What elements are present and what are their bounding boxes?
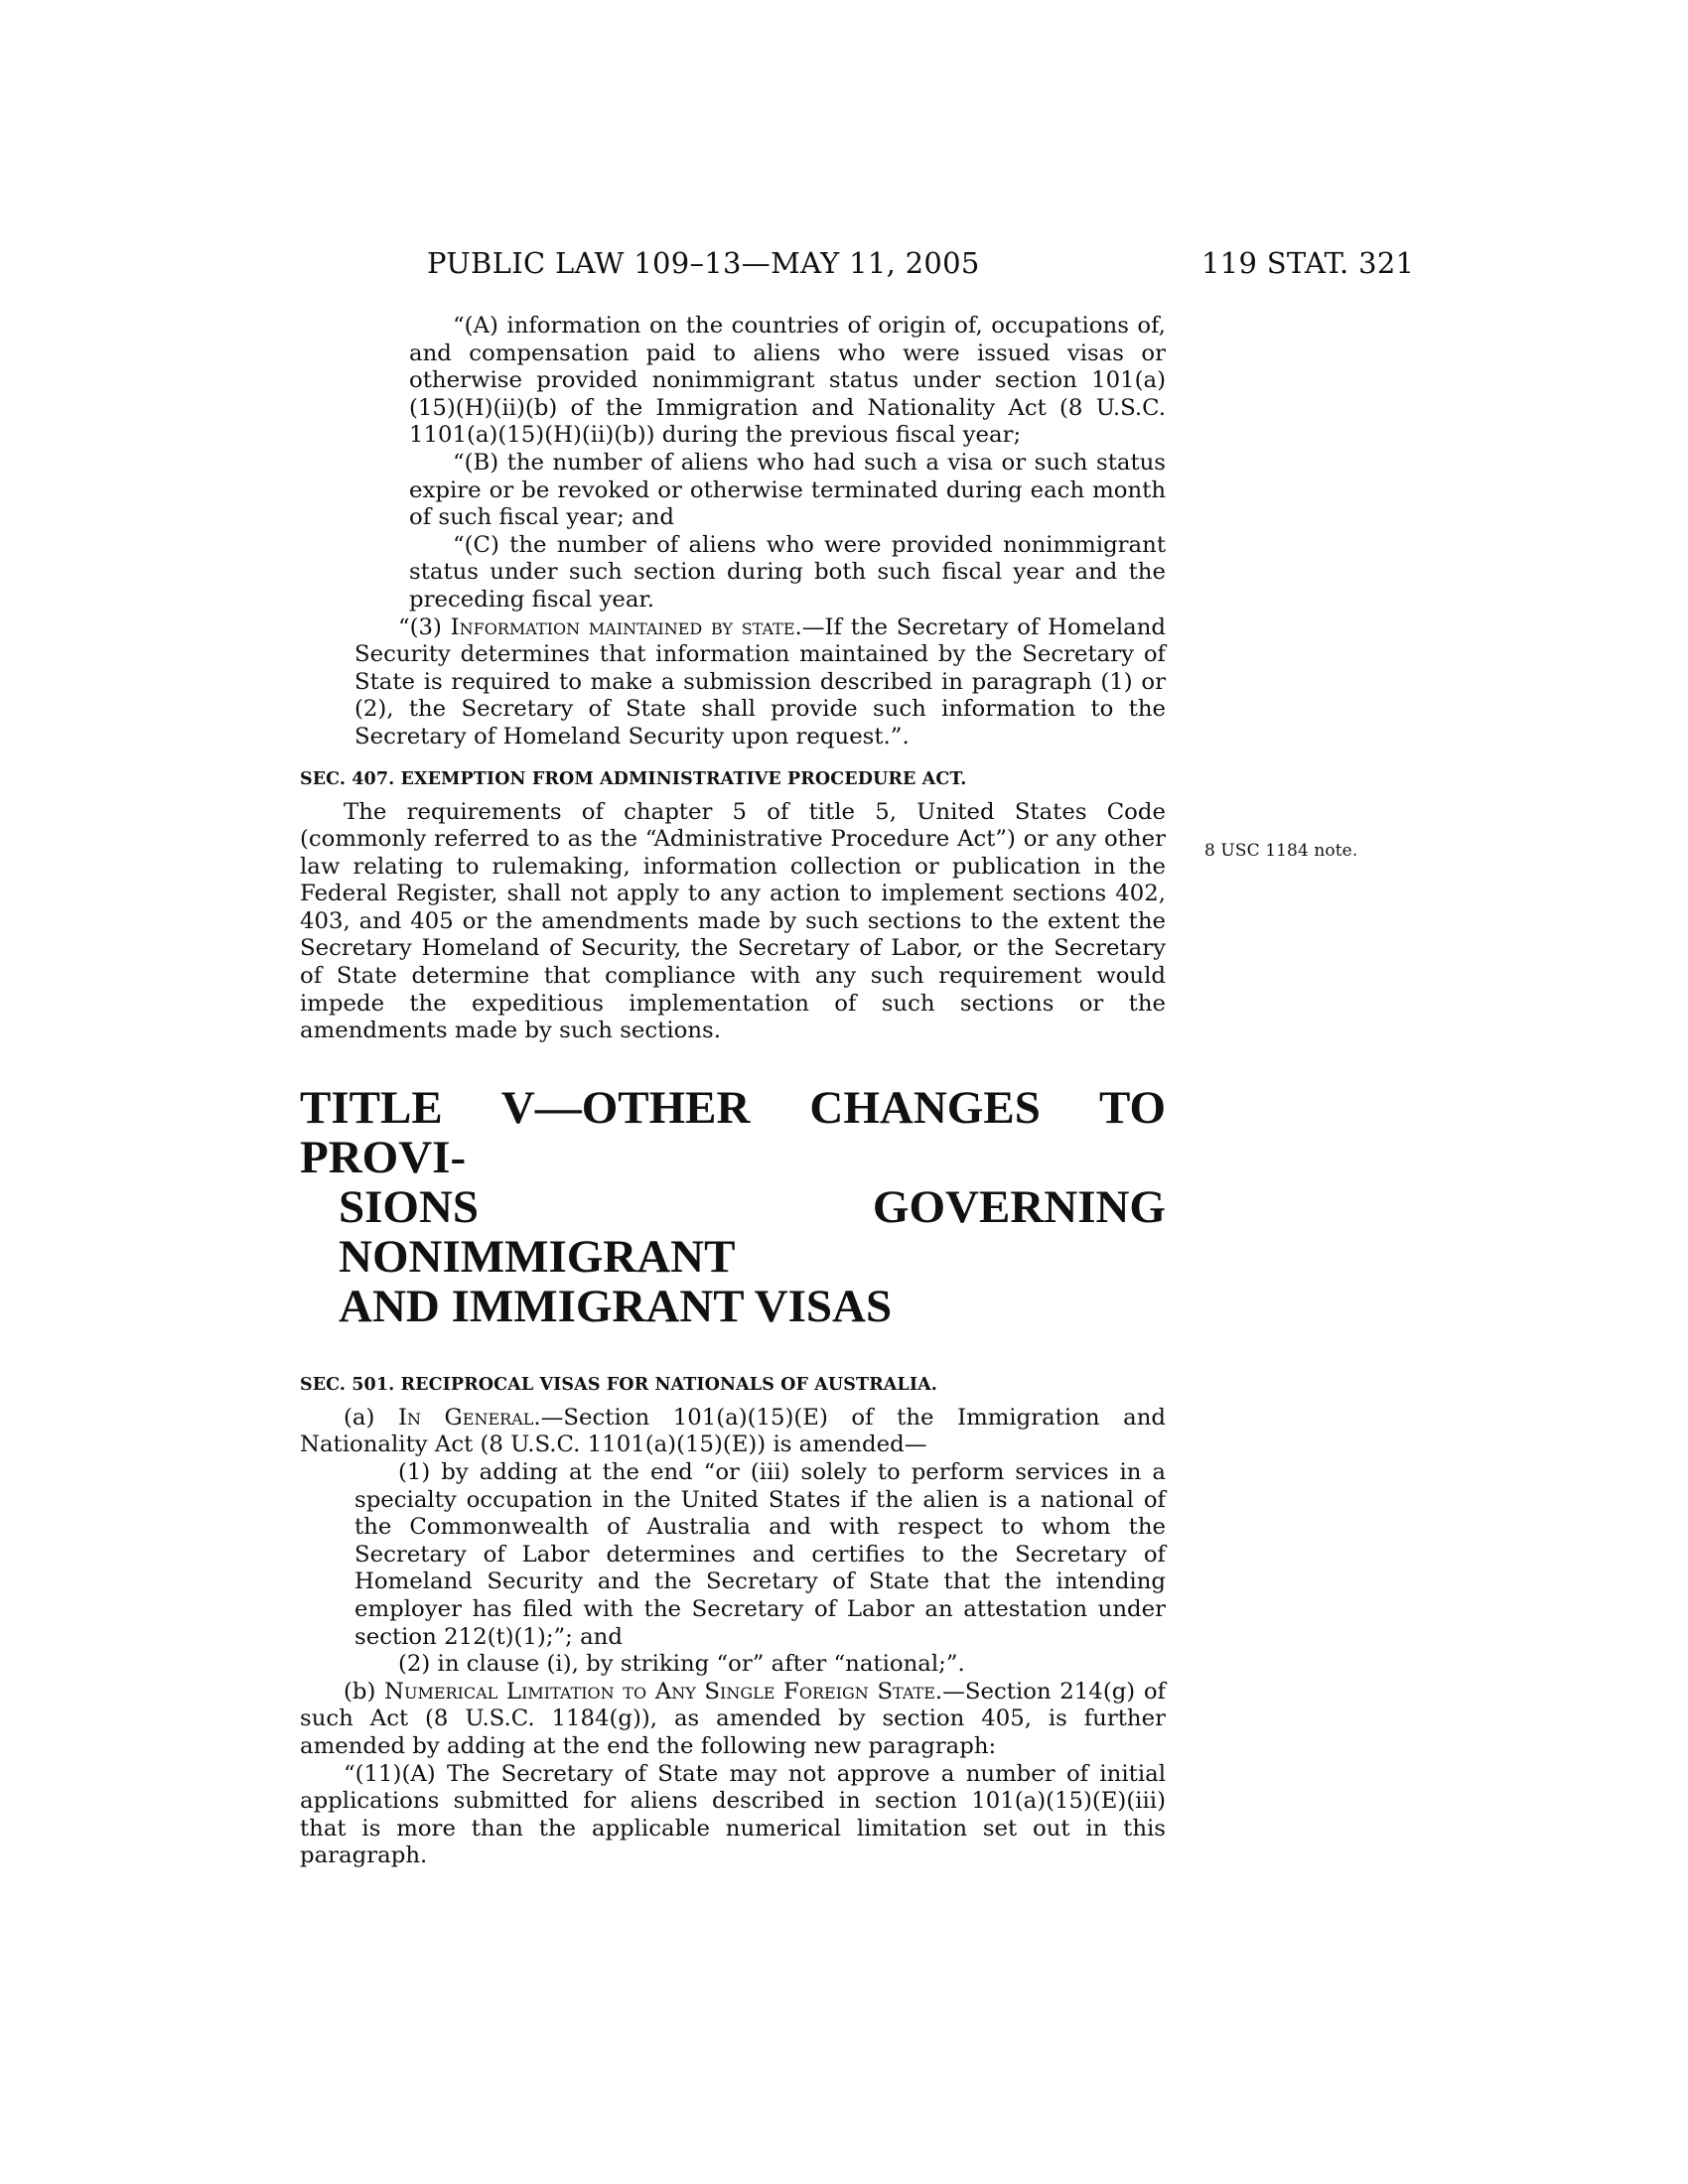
title-v-line-1: TITLE V—OTHER CHANGES TO PROVI- [300, 1081, 1166, 1183]
sec-501-a-text: .—Section 101(a)(15)(E) of the Immigration and Nationality Act (8 U.S.C. 1101(a)(15)(E)) is amended— [300, 1404, 1166, 1458]
statute-page-number: 119 STAT. 321 [1201, 246, 1415, 280]
title-v-line-3: AND IMMIGRANT VISAS [339, 1280, 893, 1332]
sec-407-heading: SEC. 407. EXEMPTION FROM ADMINISTRATIVE PROCEDURE ACT. [300, 768, 967, 789]
sec-501-b-text: .—Section 214(g) of such Act (8 U.S.C. 1184(g)), as amended by section 405, is further amended by adding at the end the following new paragraph: [300, 1678, 1166, 1759]
sec-501-b [300, 1679, 1166, 1761]
sec-501-b-paragraph-11: “(11)(A) The Secretary of State may not approve a number of initial applications submitted for aliens described in section 101(a)(15)(E)(iii) that is more than the applicable numerical limitation set out in this paragraph. [300, 1760, 1166, 1869]
page-header [0, 246, 1688, 286]
sec-501-a-item-2: (2) in clause (i), by striking “or” after “national;”. [398, 1651, 965, 1678]
sec-501-a [300, 1405, 1166, 1459]
paragraph-3 [300, 614, 1166, 751]
title-v-heading [300, 1083, 1166, 1331]
paragraph-3-heading: Information maintained by state [450, 614, 795, 640]
sec-501-b-heading: Numerical Limitation to Any Single Foreign State [384, 1678, 935, 1705]
paragraph-3-lead: “(3) [398, 614, 451, 640]
sec-407-body: The requirements of chapter 5 of title 5, United States Code (commonly referred to as the “Administrative Procedure Act”) or any other law relating to rulemaking, information collection or publication in the Federal Register, shall not apply to any action to implement sections 402, 403, and 405 or the amendments made by such sections to the extent the Secretary Homeland of Security, the Secretary of Labor, or the Secretary of State determine that compliance with any such requirement would impede the expeditious implementation of such sections or the amendments made by such sections. [300, 798, 1166, 1044]
running-head-title: PUBLIC LAW 109–13—MAY 11, 2005 [427, 246, 980, 280]
margin-note: 8 USC 1184 note. [1204, 841, 1358, 861]
sec-501-a-item-1: (1) by adding at the end “or (iii) solely to perform services in a specialty occupation in the United States if the alien is a national of the Commonwealth of Australia and with respect to whom the Secretary of Labor determines and certifies to the Secretary of Homeland Security and the Secretary of State that the intending employer has filed with the Secretary of Labor an attestation under section 212(t)(1);”; and [354, 1459, 1166, 1650]
title-v-line-2: SIONS GOVERNING NONIMMIGRANT [339, 1180, 1166, 1283]
paragraph-2a: “(A) information on the countries of origin of, occupations of, and compensation paid to aliens who were issued visas or otherwise provided nonimmigrant status under section 101(a)(15)(H)(ii)(b) of the Immigration and Nationality Act (8 U.S.C. 1101(a)(15)(H)(ii)(b)) during the previous fiscal year; [409, 313, 1166, 449]
main-text-column [300, 313, 1166, 1870]
paragraph-2b: “(B) the number of aliens who had such a visa or such status expire or be revoked or otherwise terminated during each month of such fiscal year; and [409, 449, 1166, 531]
paragraph-2c: “(C) the number of aliens who were provided nonimmigrant status under such section during both such fiscal year and the preceding fiscal year. [409, 531, 1166, 613]
paragraph-3-text: .—If the Secretary of Homeland Security determines that information maintained by the Secretary of State is required to make a submission described in paragraph (1) or (2), the Secretary of State shall provide such information to the Secretary of Homeland Security upon request.”. [354, 614, 1166, 750]
sec-501-b-lead: (b) [344, 1678, 385, 1705]
sec-501-heading: SEC. 501. RECIPROCAL VISAS FOR NATIONALS OF AUSTRALIA. [300, 1374, 937, 1395]
sec-501-a-lead: (a) [344, 1404, 398, 1431]
sec-501-a-heading: In General [397, 1404, 534, 1431]
